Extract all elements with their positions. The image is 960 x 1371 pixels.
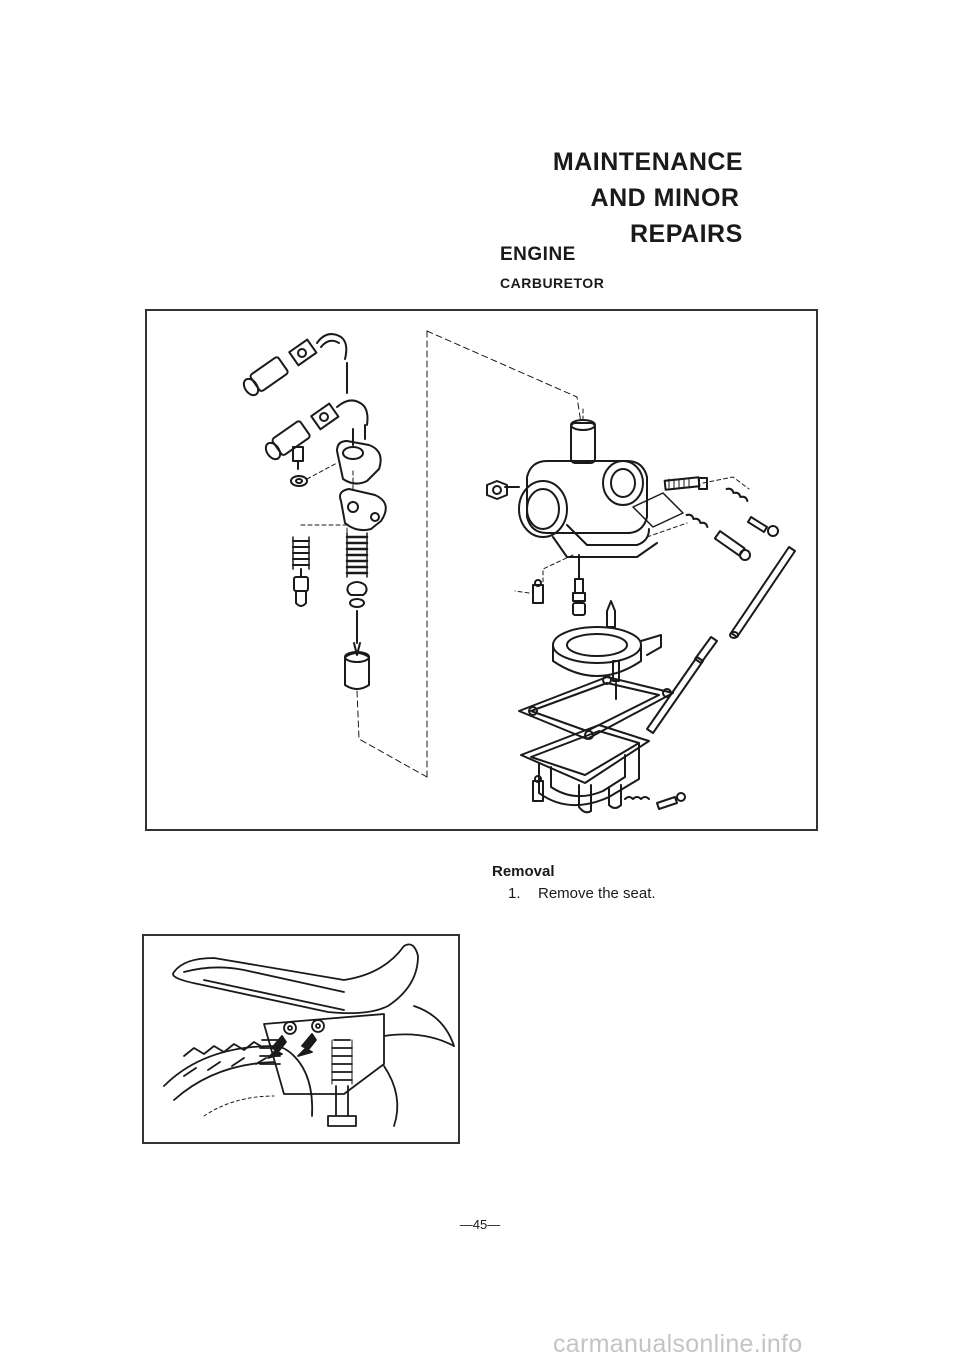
page-title: [520, 144, 776, 252]
section-heading: ENGINE: [500, 244, 576, 265]
watermark: carmanualsonline.info: [553, 1330, 803, 1358]
removal-heading: Removal: [492, 863, 555, 880]
seat-removal-illustration-icon: [144, 936, 458, 1142]
carburetor-exploded-figure: [145, 309, 818, 831]
title-line-2: AND MINOR: [590, 184, 740, 212]
removal-step-1: [508, 885, 656, 902]
title-line-1: MAINTENANCE: [552, 148, 744, 176]
carburetor-exploded-diagram-icon: [147, 311, 816, 829]
step-number: 1.: [508, 885, 521, 902]
step-text: Remove the seat.: [538, 885, 656, 902]
subsection-heading: CARBURETOR: [500, 275, 605, 291]
title-line-3: REPAIRS: [630, 220, 743, 248]
page-number: —45—: [459, 1217, 501, 1232]
seat-removal-figure: [142, 934, 460, 1144]
